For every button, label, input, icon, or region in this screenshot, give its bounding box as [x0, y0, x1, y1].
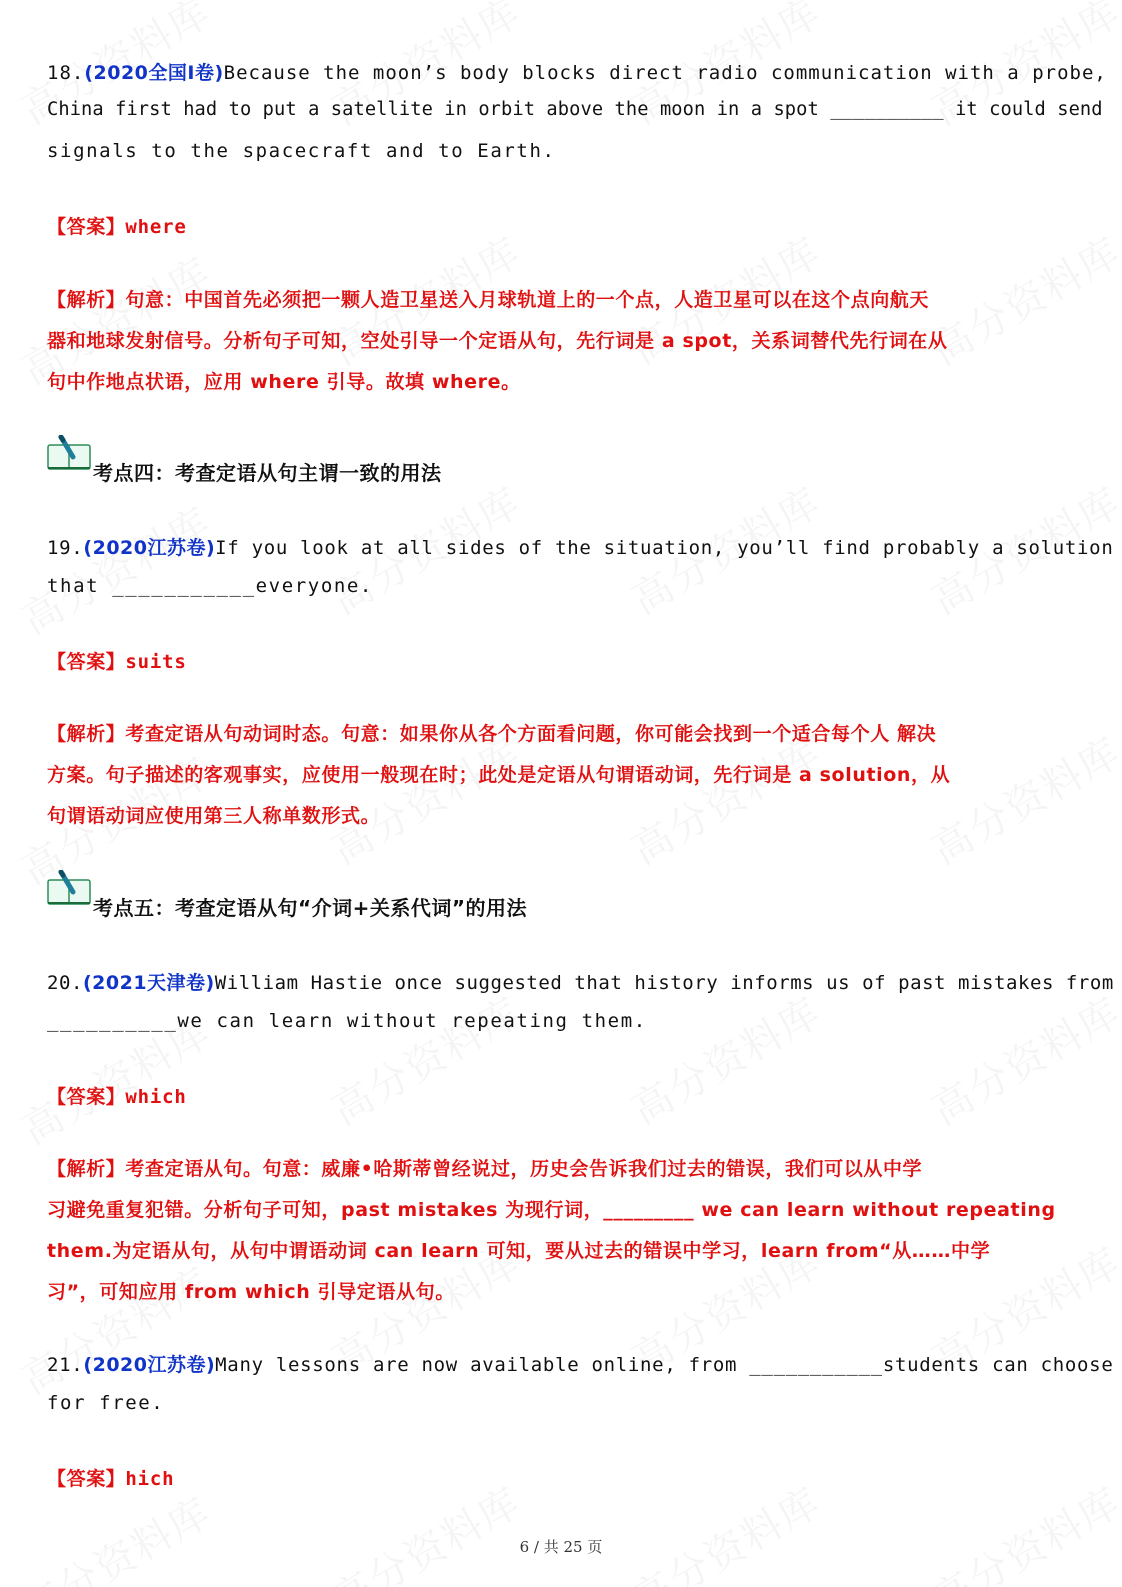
section-4-heading: 考点四：考查定语从句主谓一致的用法	[93, 461, 442, 485]
analysis-tag: 【解析】	[47, 289, 126, 311]
analysis-18-line-1	[47, 285, 929, 312]
analysis-20-line-2: 习避免重复犯错。分析句子可知，past mistakes 为现行词，_________ we can learn without repeating	[47, 1199, 1056, 1221]
analysis-text: 句意：中国首先必须把一颗人造卫星送入月球轨道上的一个点，人造卫星可以在这个点向航天	[125, 289, 930, 311]
watermark	[920, 1471, 1122, 1587]
answer-value: which	[125, 1086, 187, 1108]
watermark	[10, 1481, 220, 1587]
question-text: If you look at all sides of the situation, you’ll find probably a solution	[215, 537, 1114, 559]
answer-value: suits	[125, 651, 187, 673]
watermark	[320, 1471, 530, 1587]
answer-tag: 【答案】	[47, 1086, 126, 1108]
question-number: 19.	[47, 537, 84, 559]
answer-20	[47, 1082, 187, 1109]
section-5-heading: 考点五：考查定语从句“介词+关系代词”的用法	[93, 896, 528, 920]
answer-18	[47, 212, 187, 239]
book-pencil-icon	[47, 435, 91, 473]
question-19-line-1	[47, 533, 1113, 560]
analysis-tag: 【解析】	[47, 723, 126, 745]
question-18-line-2: China first had to put a satellite in orbit above the moon in a spot __________ it could send	[47, 99, 1103, 120]
question-number: 20.	[47, 972, 83, 994]
analysis-19-line-1	[47, 719, 936, 746]
watermark	[10, 491, 220, 645]
question-source: (2020江苏卷)	[83, 1354, 216, 1376]
answer-value: hich	[125, 1468, 175, 1490]
question-number: 18.	[47, 62, 85, 84]
answer-tag: 【答案】	[47, 216, 126, 238]
question-number: 21.	[47, 1354, 84, 1376]
question-source: (2020全国Ⅰ卷)	[84, 62, 224, 84]
question-source: (2021天津卷)	[82, 972, 215, 994]
question-18-line-3: signals to the spacecraft and to Earth.	[47, 140, 556, 162]
analysis-19-line-2: 方案。句子描述的客观事实，应使用一般现在时；此处是定语从句谓语动词，先行词是 a solution，从	[47, 764, 951, 786]
watermark	[920, 221, 1122, 375]
page-footer: 6 / 共 25 页	[519, 1538, 603, 1556]
analysis-18-line-3: 句中作地点状语，应用 where 引导。故填 where。	[47, 371, 521, 393]
answer-value: where	[125, 216, 187, 238]
question-21-line-2: for free.	[47, 1392, 165, 1414]
analysis-20-line-4: 习”，可知应用 from which 引导定语从句。	[47, 1281, 455, 1303]
question-source: (2020江苏卷)	[83, 537, 216, 559]
question-20-line-2: __________we can learn without repeating them.	[47, 1010, 647, 1032]
watermark	[10, 1251, 220, 1405]
book-pencil-icon	[47, 870, 91, 908]
watermark	[920, 981, 1122, 1135]
question-19-line-2: that ___________everyone.	[47, 575, 373, 597]
answer-tag: 【答案】	[47, 1468, 126, 1490]
analysis-20-line-3: them.为定语从句，从句中谓语动词 can learn 可知，要从过去的错误中学习，learn from“从……中学	[47, 1240, 991, 1262]
question-text: Because the moon’s body blocks direct radio communication with a probe,	[223, 62, 1107, 84]
question-text: William Hastie once suggested that history informs us of past mistakes from	[214, 972, 1114, 994]
question-20-line-1	[47, 968, 1114, 995]
watermark	[620, 1471, 830, 1587]
analysis-18-line-2: 器和地球发射信号。分析句子可知，空处引导一个定语从句，先行词是 a spot，关系词替代先行词在从	[47, 330, 948, 352]
analysis-text: 考查定语从句动词时态。句意：如果你从各个方面看问题，你可能会找到一个适合每个人 解决	[125, 723, 937, 745]
question-text: Many lessons are now available online, from ___________students can choose	[215, 1354, 1114, 1376]
answer-19	[47, 647, 187, 674]
answer-21	[47, 1464, 174, 1491]
analysis-20-line-1	[47, 1154, 922, 1181]
question-18-line-1	[47, 58, 1107, 85]
question-21-line-1	[47, 1350, 1113, 1377]
analysis-19-line-3: 句谓语动词应使用第三人称单数形式。	[47, 805, 381, 827]
analysis-text: 考查定语从句。句意：威廉•哈斯蒂曾经说过，历史会告诉我们过去的错误，我们可以从中学	[125, 1158, 923, 1180]
watermark	[320, 981, 530, 1135]
analysis-tag: 【解析】	[47, 1158, 126, 1180]
watermark	[920, 721, 1122, 875]
watermark	[620, 981, 830, 1135]
answer-tag: 【答案】	[47, 651, 126, 673]
